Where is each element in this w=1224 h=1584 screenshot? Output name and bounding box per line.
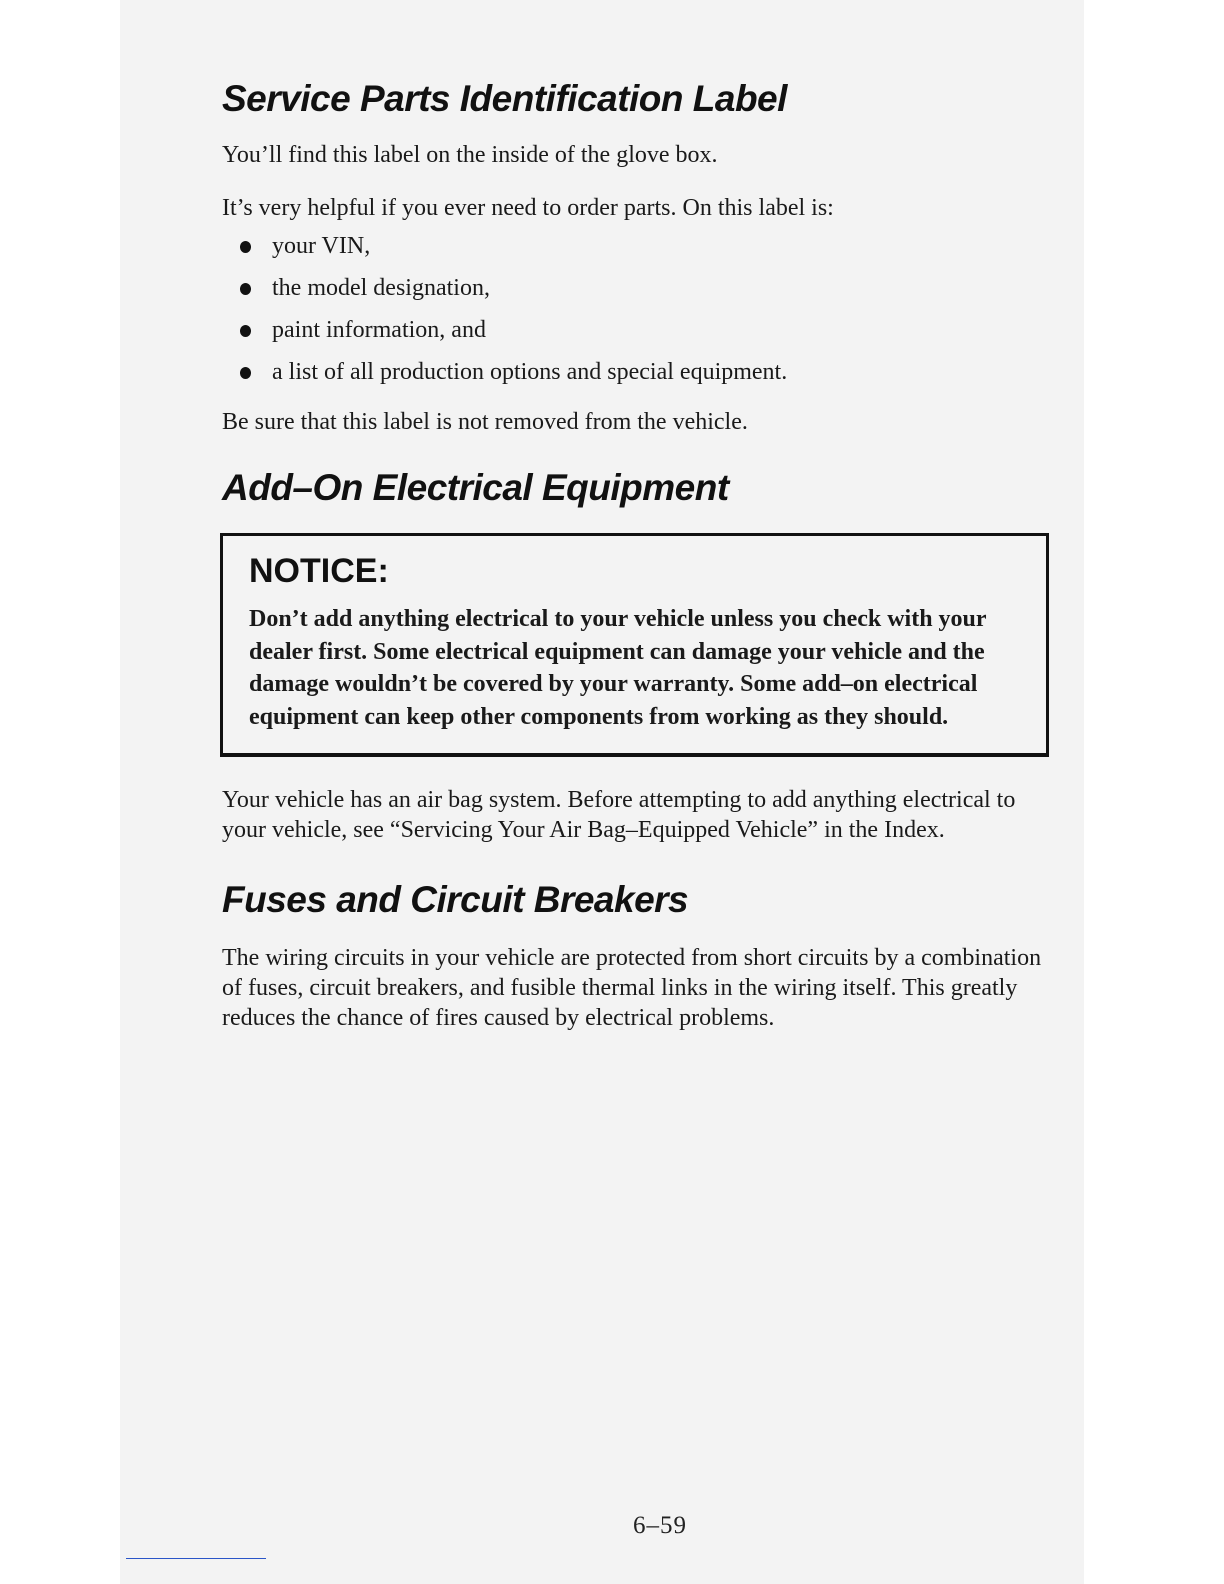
list-item — [222, 357, 1042, 399]
page-content — [222, 78, 1042, 1033]
paragraph-label-location: You’ll find this label on the inside of the glove box. — [222, 142, 718, 168]
notice-title: NOTICE: — [249, 552, 389, 590]
paragraph-label-warning: Be sure that this label is not removed from the vehicle. — [222, 409, 748, 435]
list-item — [222, 273, 1042, 315]
page-number: 6–59 — [633, 1512, 687, 1539]
list-item — [222, 231, 1042, 273]
list-item-text: the model designation, — [272, 275, 490, 301]
section-heading-addon-electrical: Add–On Electrical Equipment — [222, 467, 729, 508]
list-item-text: a list of all production options and special equipment. — [272, 359, 788, 385]
paragraph-air-bag: Your vehicle has an air bag system. Before attempting to add anything electrical to your vehicle, see “Servicing Your Air Bag–Equipped Vehicle” in the Index. — [222, 787, 1016, 843]
bullet-icon — [240, 325, 251, 337]
notice-body: Don’t add anything electrical to your vehicle unless you check with your dealer first. Some electrical equipment can damage your vehicle and the damage wouldn’t be covered by your warranty. Some add–on electrical equipment can keep other components from working as they should. — [249, 606, 987, 730]
section-heading-fuses: Fuses and Circuit Breakers — [222, 879, 689, 920]
list-item-text: your VIN, — [272, 233, 371, 259]
paragraph-label-contents-intro: It’s very helpful if you ever need to order parts. On this label is: — [222, 195, 834, 221]
list-item-text: paint information, and — [272, 317, 486, 343]
bullet-icon — [240, 241, 251, 253]
label-contents-list — [222, 231, 1042, 399]
paragraph-fuses: The wiring circuits in your vehicle are protected from short circuits by a combination of fuses, circuit breakers, and fusible thermal links in the wiring itself. This greatly reduces the chance of fires caused by electrical problems. — [222, 945, 1042, 1031]
section-heading-service-parts: Service Parts Identification Label — [222, 78, 787, 119]
bullet-icon — [240, 367, 251, 379]
bottom-left-rule — [126, 1558, 266, 1559]
list-item — [222, 315, 1042, 357]
bullet-icon — [240, 283, 251, 295]
notice-box — [220, 533, 1049, 757]
